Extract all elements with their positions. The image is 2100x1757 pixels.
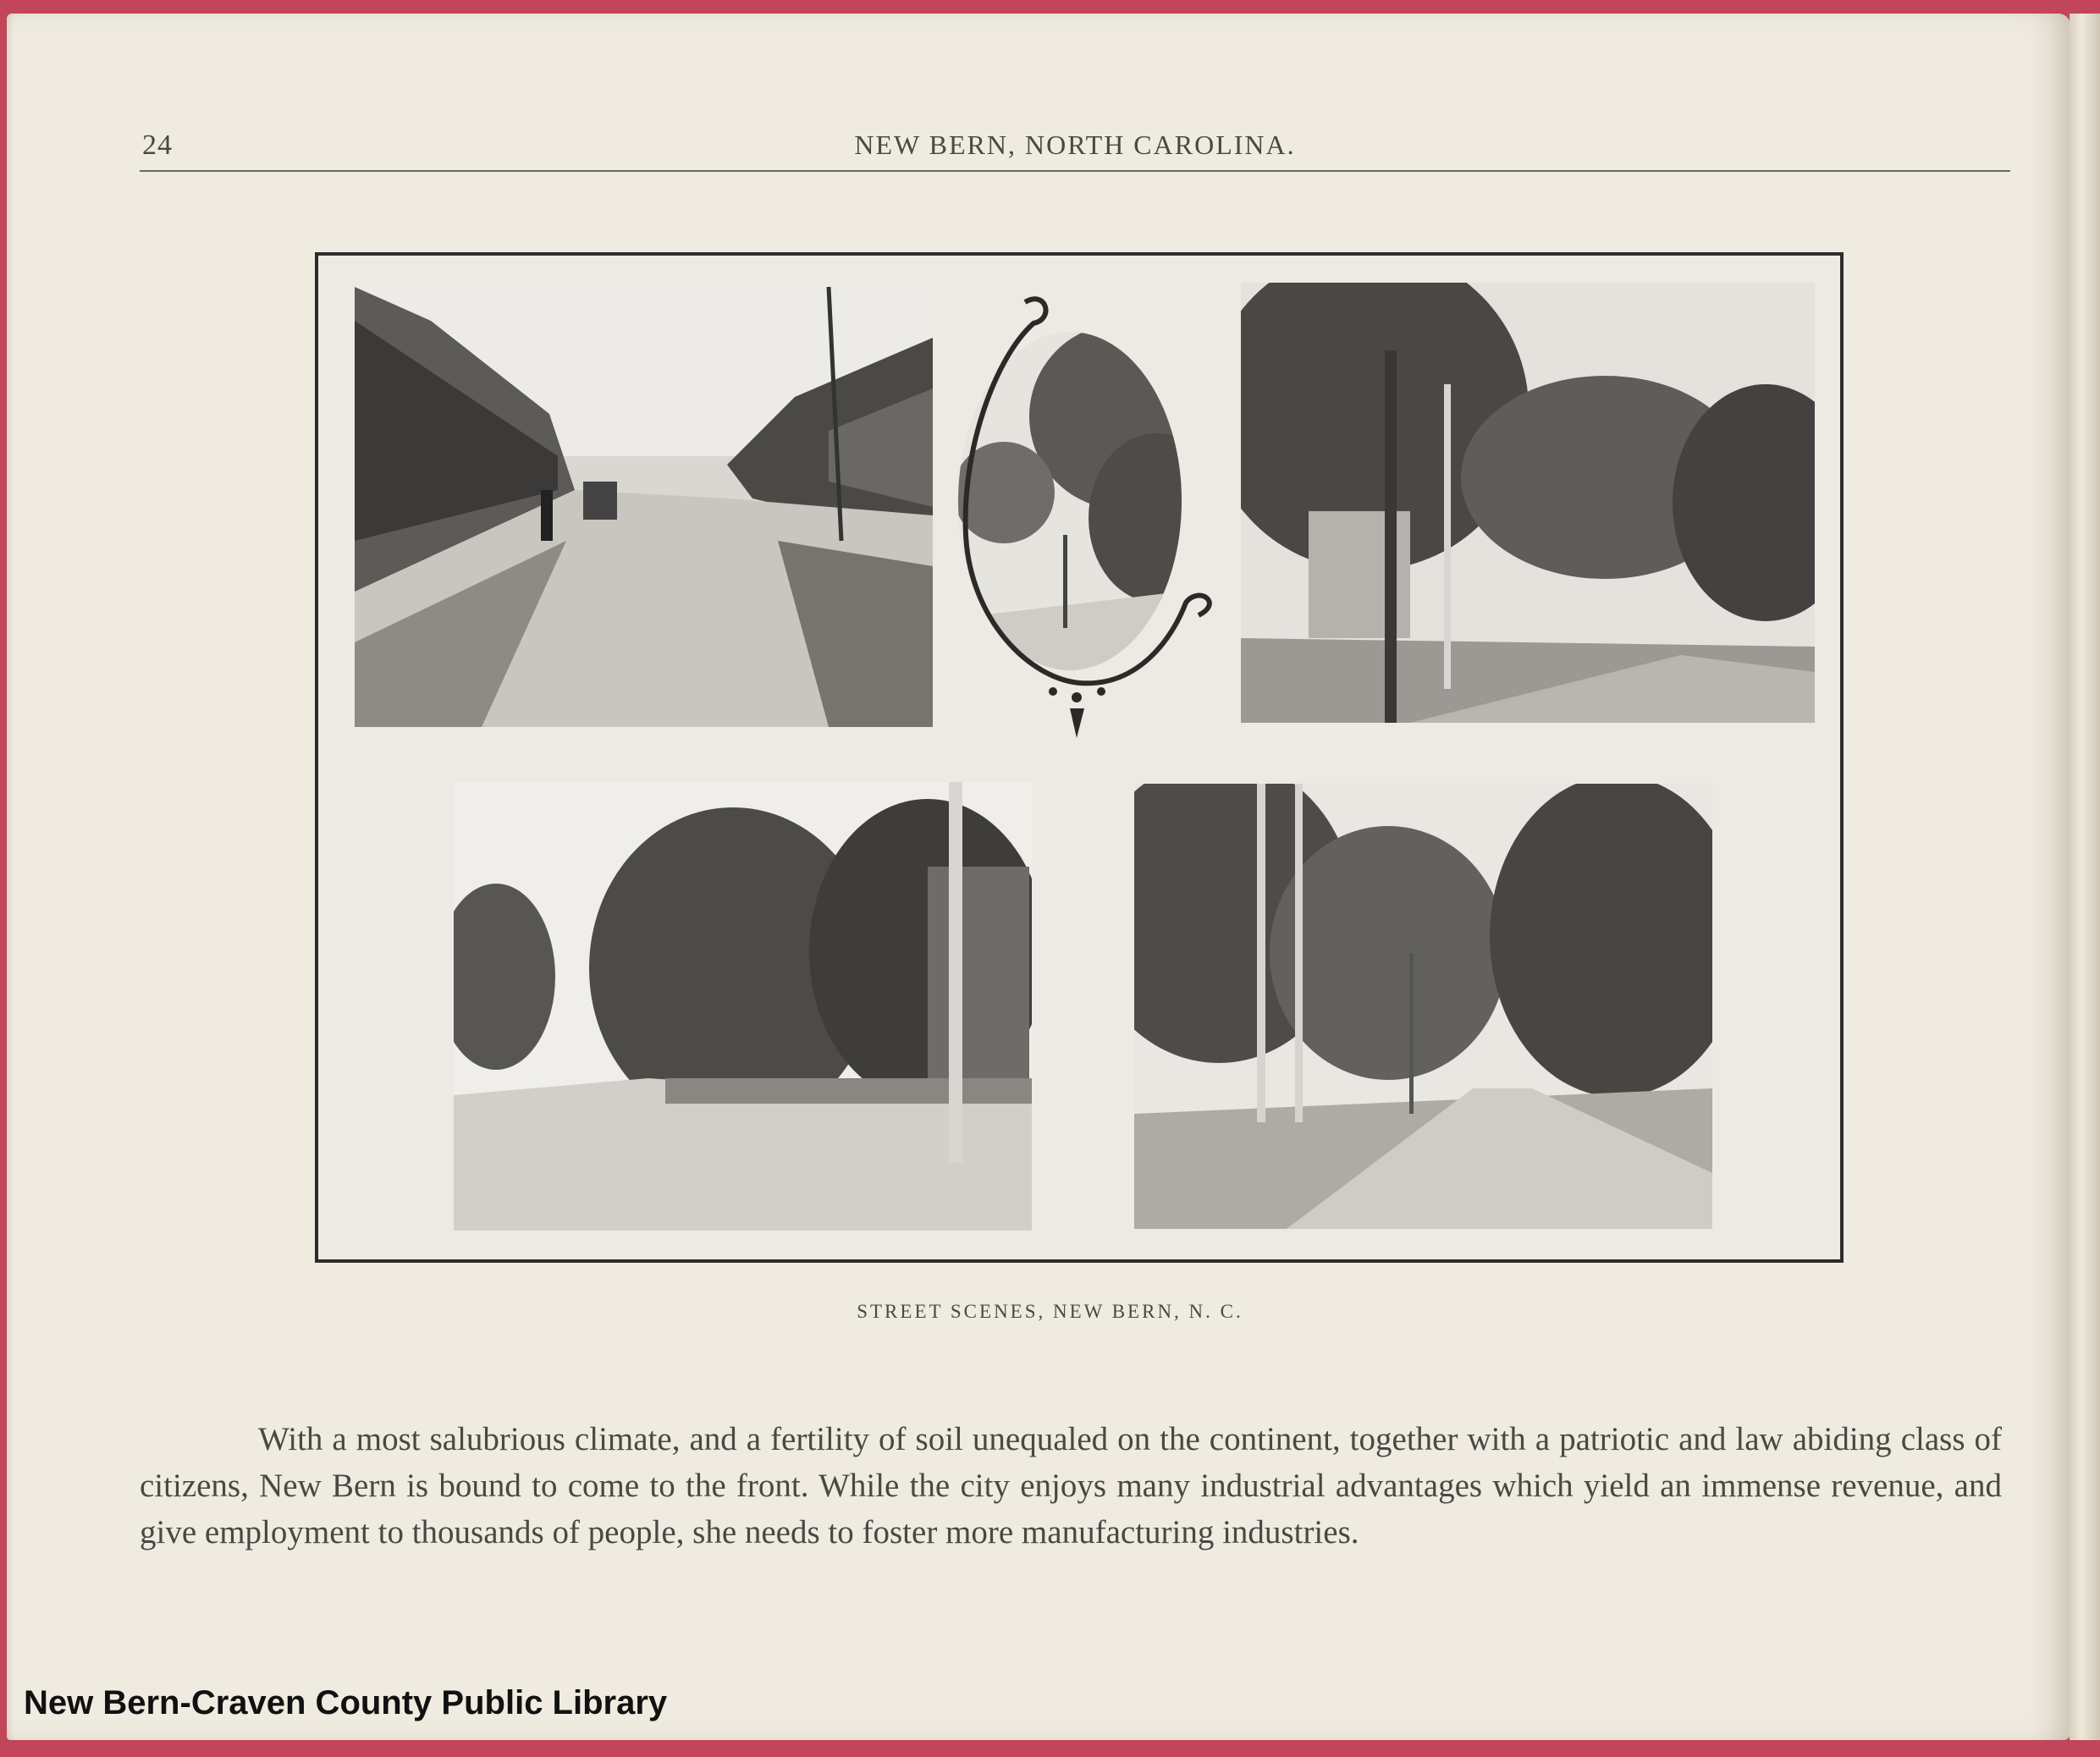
street-scene-photo-oval [945, 281, 1231, 738]
street-scene-photo-storefronts [355, 287, 933, 727]
street-scene-photo-fence [454, 782, 1032, 1231]
plate-caption: STREET SCENES, NEW BERN, N. C. [857, 1301, 1243, 1322]
library-watermark: New Bern-Craven County Public Library [24, 1684, 668, 1721]
photo-plate [315, 252, 1844, 1263]
running-header [140, 123, 2010, 172]
body-paragraph: With a most salubrious climate, and a fertility of soil unequaled on the continent, together with a patriotic and law abiding class of citizens, New Bern is bound to come to the front. While the city enjoys many industrial advantages which yield an immense revenue, and give employment to thousands of people, she needs to foster more manufacturing industries. [140, 1421, 2002, 1550]
running-title: NEW BERN, NORTH CAROLINA. [854, 129, 1296, 160]
street-scene-photo-tree-lined-road [1134, 784, 1712, 1229]
street-scene-photo-avenue [1241, 283, 1815, 723]
page-edge [2070, 14, 2100, 1740]
page-number: 24 [142, 129, 173, 161]
